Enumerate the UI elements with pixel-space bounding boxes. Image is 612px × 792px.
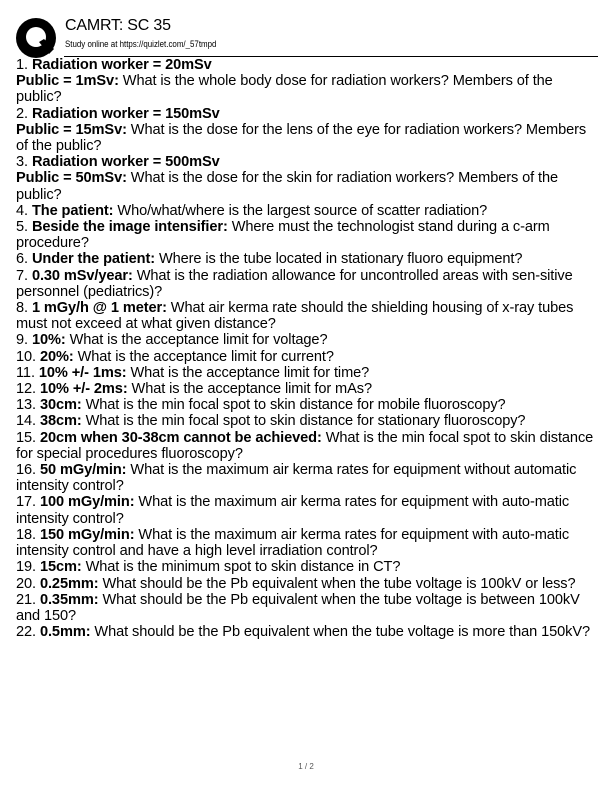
flashcard-item [16, 332, 598, 348]
card-definition: What is the radiation allowance for uncontrolled areas with sen-sitive personnel (pediatrics)? [16, 267, 573, 300]
card-definition: What is the maximum air kerma rates for equipment with auto-matic intensity control? [16, 494, 570, 527]
card-term: Under the patient: [31, 251, 155, 268]
flashcard-item [16, 349, 598, 365]
card-term: 10% +/- 1ms: [38, 364, 127, 381]
card-number: 15. [16, 429, 40, 446]
card-term: 20%: [39, 348, 74, 365]
card-definition: What is the acceptance limit for mAs? [127, 381, 372, 398]
flashcard-item [16, 203, 598, 219]
card-number: 20. [16, 575, 40, 592]
flashcard-item [16, 413, 598, 429]
card-definition: What is the minimum spot to skin distance in CT? [81, 559, 401, 576]
document-title: CAMRT: SC 35 [65, 17, 171, 34]
card-definition: What should be the Pb equivalent when the tube voltage is between 100kV and 150? [16, 591, 580, 624]
flashcard-item [16, 592, 598, 624]
card-number: 22. [16, 624, 40, 641]
card-number: 17. [16, 494, 40, 511]
card-term: 0.5mm: [39, 624, 91, 641]
flashcard-item [16, 251, 598, 267]
card-number: 1. [16, 57, 32, 73]
card-definition: What is the min focal spot to skin distance for special procedures fluoroscopy? [16, 429, 594, 462]
flashcard-item [16, 381, 598, 397]
card-number: 6. [16, 251, 32, 268]
card-number: 10. [16, 348, 40, 365]
flashcard-item [16, 268, 598, 300]
card-number: 11. [16, 364, 39, 381]
card-definition: Where is the tube located in stationary fluoro equipment? [155, 251, 523, 268]
card-definition: What is the min focal spot to skin distance for mobile fluoroscopy? [81, 397, 506, 414]
card-term: 15cm: [39, 559, 82, 576]
card-term: 50 mGy/min: [39, 462, 127, 479]
flashcard-item [16, 219, 598, 251]
card-number: 7. [16, 267, 32, 284]
card-number: 4. [16, 202, 32, 219]
page-number: 1 / 2 [298, 762, 314, 771]
card-definition: What is the acceptance limit for current? [73, 348, 334, 365]
flashcard-item [16, 527, 598, 559]
card-term: 10%: [31, 332, 66, 349]
flashcard-item [16, 430, 598, 462]
document-source-url: Study online at https://quizlet.com/_57tmpd [65, 39, 217, 49]
card-number: 19. [16, 559, 40, 576]
card-definition: What is the acceptance limit for voltage? [65, 332, 328, 349]
card-term: 0.30 mSv/year: [31, 267, 133, 284]
card-term: 38cm: [39, 413, 82, 430]
card-number: 21. [16, 591, 40, 608]
card-definition: What is the min focal spot to skin distance for stationary fluoroscopy? [81, 413, 526, 430]
flashcard-item [16, 154, 598, 203]
card-number: 16. [16, 462, 40, 479]
card-definition: What is the maximum air kerma rates for equipment without automatic intensity control? [16, 462, 577, 495]
flashcard-item [16, 624, 598, 640]
flashcard-item [16, 106, 598, 155]
card-term: 100 mGy/min: [39, 494, 135, 511]
card-term: The patient: [31, 202, 114, 219]
card-term: 20cm when 30-38cm cannot be achieved: [39, 429, 322, 446]
card-number: 12. [16, 381, 40, 398]
card-number: 3. [16, 154, 32, 171]
card-definition: What should be the Pb equivalent when the tube voltage is more than 150kV? [90, 624, 591, 641]
card-definition: What is the whole body dose for radiation workers? Members of the public? [16, 73, 553, 106]
flashcard-item [16, 494, 598, 526]
card-number: 2. [16, 105, 32, 122]
card-definition: What air kerma rate should the shielding housing of x-ray tubes must not exceed at what given distance? [16, 300, 574, 333]
flashcard-list [16, 57, 598, 640]
card-definition: What is the dose for the lens of the eye for radiation workers? Members of the public? [16, 121, 587, 155]
card-term: 1 mGy/h @ 1 meter: [31, 300, 167, 317]
flashcard-item [16, 559, 598, 575]
card-number: 13. [16, 397, 40, 414]
quizlet-logo-icon [16, 18, 56, 58]
card-term: 150 mGy/min: [39, 526, 135, 543]
card-term: 10% +/- 2ms: [39, 381, 128, 398]
card-term: Radiation worker = 20mSv Public = 1mSv: [16, 57, 212, 90]
card-term: 0.35mm: [39, 591, 99, 608]
flashcard-item [16, 300, 598, 332]
card-term: 0.25mm: [39, 575, 99, 592]
card-number: 8. [16, 300, 32, 317]
card-term: Radiation worker = 500mSv Public = 50mSv: [16, 154, 220, 187]
card-number: 18. [16, 526, 40, 543]
card-definition: What should be the Pb equivalent when the tube voltage is 100kV or less? [98, 575, 576, 592]
flashcard-item [16, 576, 598, 592]
card-definition: What is the acceptance limit for time? [126, 364, 370, 381]
card-definition: What is the dose for the skin for radiation workers? Members of the public? [16, 170, 559, 203]
card-definition: Who/what/where is the largest source of scatter radiation? [113, 202, 488, 219]
card-number: 5. [16, 219, 32, 236]
card-number: 9. [16, 332, 32, 349]
flashcard-item [16, 462, 598, 494]
flashcard-item [16, 397, 598, 413]
card-term: 30cm: [39, 397, 82, 414]
card-definition: What is the maximum air kerma rates for equipment with auto-matic intensity control and have a high level irradiation control? [16, 526, 570, 560]
flashcard-item [16, 365, 598, 381]
card-number: 14. [16, 413, 40, 430]
card-term: Beside the image intensifier: [31, 219, 228, 236]
flashcard-item [16, 57, 598, 106]
card-definition: Where must the technologist stand during a c-arm procedure? [16, 219, 550, 252]
card-term: Radiation worker = 150mSv Public = 15mSv: [16, 105, 220, 138]
